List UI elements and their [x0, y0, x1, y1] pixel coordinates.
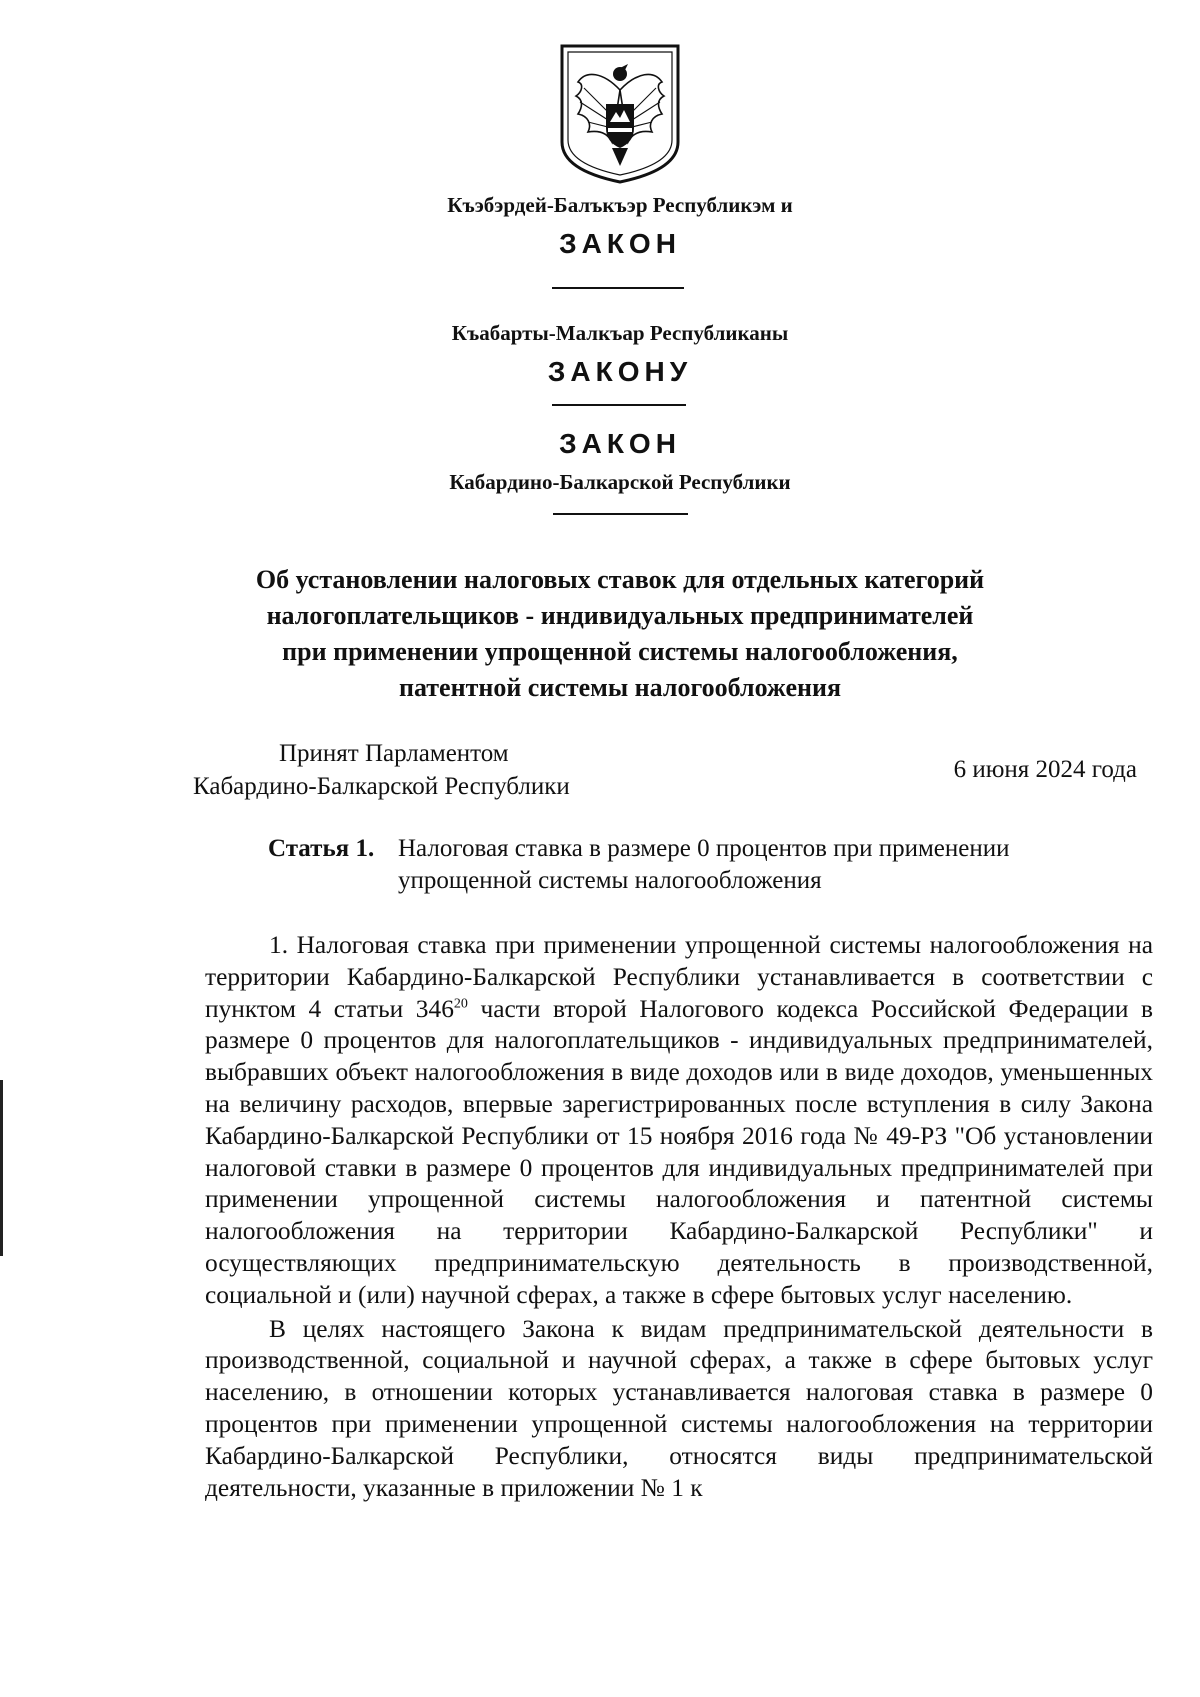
article-heading	[398, 833, 1158, 897]
adopted-by-line2: Кабардино-Балкарской Республики	[193, 773, 570, 800]
adopted-by-line1: Принят Парламентом	[279, 740, 509, 767]
divider	[553, 513, 688, 515]
law-title-line: при применении упрощенной системы налогообложения,	[282, 637, 958, 666]
header-balkar-republic: Къабарты-Малкъар Республиканы	[451, 321, 789, 345]
article-heading-line: упрощенной системы налогообложения	[398, 867, 822, 894]
law-title-line: патентной системы налогообложения	[398, 673, 842, 702]
paragraph	[205, 930, 1153, 1312]
header-kabardian-law: ЗАКОН	[559, 228, 681, 259]
scan-margin-mark	[0, 1080, 3, 1256]
paragraph-text: части второй Налогового кодекса Российской Федерации в размере 0 процентов для налогоплательщиков - индивидуальных предпринимателей, выбравших объект налогообложения в виде доходов или в виде доходов, уменьшенных на величину расходов, впервые зарегистрированных после вступления в силу Закона Кабардино-Балкарской Республики от 15 ноября 2016 года № 49-РЗ "Об установлении налоговой ставки в размере 0 процентов для индивидуальных предпринимателей при применении упрощенной системы налогообложения и патентной системы налогообложения на территории Кабардино-Балкарской Республики" и осуществляющих предпринимательскую деятельность в производственной, социальной и (или) научной сферах, а также в сфере бытовых услуг населению.	[205, 994, 1153, 1309]
law-title-line: налогоплательщиков - индивидуальных предпринимателей	[266, 601, 974, 630]
adoption-date: 6 июня 2024 года	[953, 756, 1137, 783]
divider	[552, 404, 686, 406]
superscript: 20	[453, 996, 468, 1012]
article-body	[205, 930, 1153, 1506]
header-russian-law: ЗАКОН	[559, 428, 681, 459]
header-balkar-law: ЗАКОНУ	[547, 356, 693, 387]
article-heading-line: Налоговая ставка в размере 0 процентов при применении	[398, 835, 1010, 862]
header-kabardian-republic: Къэбэрдей-Балъкъэр Республикэм и	[447, 193, 793, 217]
coat-of-arms-emblem	[558, 42, 682, 184]
header-russian-republic: Кабардино-Балкарской Республики	[449, 470, 791, 494]
paragraph: В целях настоящего Закона к видам предпринимательской деятельности в производственной, социальной и научной сферах, а также в сфере бытовых услуг населению, в отношении которых устанавливается налоговая ставка в размере 0 процентов при применении упрощенной системы налогообложения на территории Кабардино-Балкарской Республики, относятся виды предпринимательской деятельности, указанные в приложении № 1 к	[205, 1314, 1153, 1502]
law-title-line: Об установлении налоговых ставок для отдельных категорий	[255, 565, 985, 594]
law-title	[0, 562, 1200, 706]
article-label: Статья 1.	[268, 835, 375, 862]
paragraph-text: 1. Налоговая ставка при применении упрощенной системы налогообложения на территории Кабардино-Балкарской Республики устанавливается в соответствии с пунктом 4 статьи 346	[205, 931, 1153, 1023]
divider	[552, 287, 684, 289]
